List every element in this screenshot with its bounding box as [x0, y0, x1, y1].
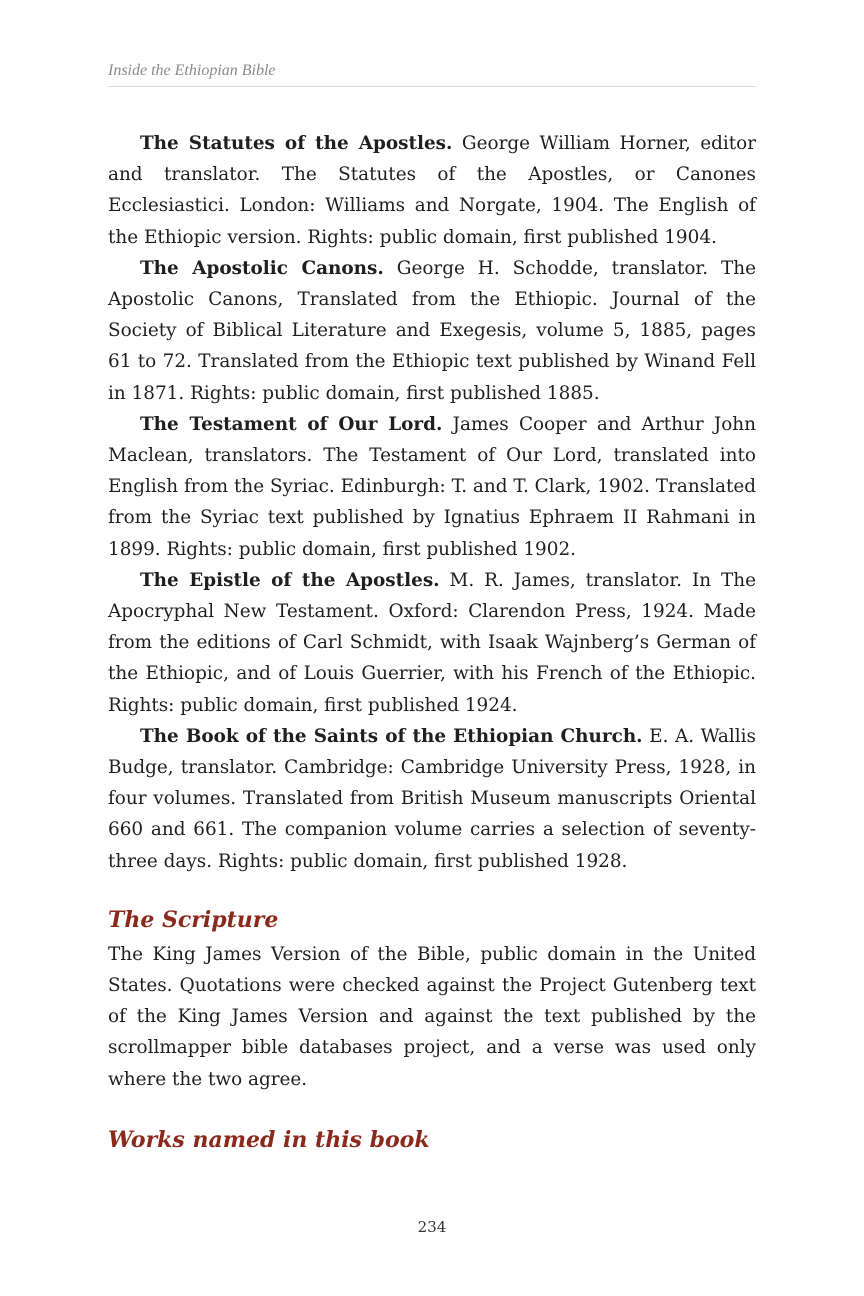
section-heading-scripture: The Scripture [108, 906, 279, 933]
bibliography-entry [108, 721, 756, 877]
entry-title: The Book of the Saints of the Ethiopian Church. [140, 725, 643, 747]
bibliography-entry [108, 409, 756, 565]
page-body [108, 128, 756, 1155]
bibliography-entry [108, 128, 756, 253]
entry-text: E. A. Wallis Budge, translator. Cambridge: Cambridge University Press, 1928, in four volumes. Translated from British Museum manuscripts Oriental 660 and 661. The companion volume carries a selection of seventy-three days. Rights: public domain, first published 1928. [108, 725, 756, 872]
section-heading-works: Works named in this book [108, 1126, 430, 1153]
entry-title: The Apostolic Canons. [140, 257, 384, 279]
entry-text: George H. Schodde, translator. The Apostolic Canons, Translated from the Ethiopic. Journal of the Society of Biblical Literature and Exegesis, volume 5, 1885, pages 61 to 72. Translated from the Ethiopic text published by Winand Fell in 1871. Rights: public domain, first published 1885. [108, 257, 756, 404]
entry-title: The Statutes of the Apostles. [140, 133, 453, 154]
bibliography-entry [108, 565, 756, 721]
entry-text: George William Horner, editor and translator. The Statutes of the Apostles, or Canones Ecclesiastici. London: Williams and Norgate, 1904. The English of the Ethiopic version. Rights: public domain, first published 1904. [108, 133, 756, 248]
scripture-paragraph: The King James Version of the Bible, public domain in the United States. Quotations were checked against the Project Gutenberg text of the King James Version and against the text published by the scrollmapper bible databases project, and a verse was used only where the two agree. [108, 943, 756, 1090]
bibliography-entry [108, 253, 756, 409]
entry-title: The Epistle of the Apostles. [140, 569, 440, 591]
entry-text: James Cooper and Arthur John Maclean, translators. The Testament of Our Lord, translated into English from the Syriac. Edinburgh: T. and T. Clark, 1902. Translated from the Syriac text published by Ignatius Ephraem II Rahmani in 1899. Rights: public domain, first published 1902. [108, 413, 756, 560]
running-head-title: Inside the Ethiopian Bible [108, 62, 756, 87]
page-number: 234 [417, 1218, 447, 1236]
entry-title: The Testament of Our Lord. [140, 413, 443, 435]
entry-text: M. R. James, translator. In The Apocryphal New Testament. Oxford: Clarendon Press, 1924. Made from the editions of Carl Schmidt, with Isaak Wajnberg’s German of the Ethiopic, and of Louis Guerrier, with his French of the Ethiopic. Rights: public domain, first published 1924. [108, 569, 756, 716]
